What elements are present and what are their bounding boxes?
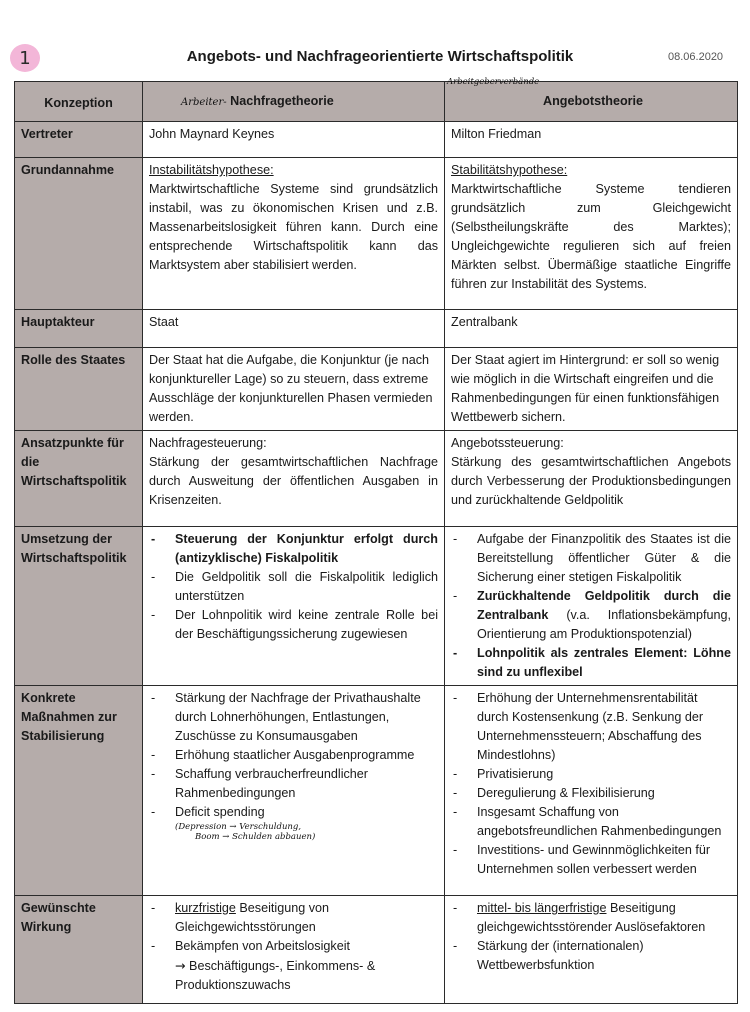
document-date: 08.06.2020 [668, 51, 724, 63]
kurzfristige-rest: Beseitigung von Gleichgewichtsstörungen [175, 901, 330, 934]
list-item [149, 899, 438, 937]
cell-wirkung-left [143, 896, 445, 1004]
row-label-vertreter: Vertreter [15, 122, 143, 158]
nachfragesteuerung-title: Nachfragesteuerung: [149, 436, 267, 450]
handwritten-note-boom: Boom → Schulden abbauen) [195, 832, 316, 842]
table-row [15, 527, 738, 686]
cell-umsetzung-left [143, 527, 445, 686]
document-title: Angebots- und Nachfrageorientierte Wirtschaftspolitik [186, 48, 574, 65]
zuwachs-text: Beschäftigungs-, Einkommens- & Produktionszuwachs [175, 959, 376, 992]
header-konzeption: Konzeption [15, 82, 143, 122]
table-row [15, 310, 738, 348]
umsetzung-left-list [149, 530, 438, 644]
comparison-table [14, 77, 738, 1004]
header-right-label: Angebotstheorie [543, 94, 644, 108]
list-item [149, 803, 438, 842]
geldpolitik-bold: Zurückhaltende Geldpolitik durch die Zentralbank [477, 589, 731, 622]
arrow-right-icon: → [175, 958, 186, 973]
list-item [451, 587, 731, 644]
list-item: - Lohnpolitik als zentrales Element: Löhne sind zu unflexibel [451, 644, 731, 682]
cell-rolle-left: Der Staat hat die Aufgabe, die Konjunktur (je nach konjunktureller Lage) so zu steuern, dass extreme Ausschläge der konjunkturellen Phasen vermieden werden. [143, 348, 445, 431]
umsetzung-right-list [451, 530, 731, 682]
header-left-label: Nachfragetheorie [230, 93, 334, 108]
list-item: - Aufgabe der Finanzpolitik des Staates ist die Bereitstellung öffentlicher Güter & die Sicherung einer stetigen Fiskalpolitik [451, 530, 731, 587]
instabilitaet-text: Marktwirtschaftliche Systeme sind grundsätzlich instabil, was zu ökonomischen Krisen und z.B. Massenarbeitslosigkeit führen kann. Durch eine entsprechende Wirtschaftspolitik kann das Marktsystem aber stabilisiert werden. [149, 182, 438, 272]
kurzfristige-underlined: kurzfristige [175, 901, 236, 915]
wirkung-left-list [149, 899, 438, 995]
cell-vertreter-right: Milton Friedman [445, 122, 738, 158]
list-item: - Steuerung der Konjunktur erfolgt durch (antizyklische) Fiskalpolitik [149, 530, 438, 568]
cell-umsetzung-right [445, 527, 738, 686]
list-item: - Investitions- und Gewinnmöglichkeiten für Unternehmen sollen verbessert werden [451, 841, 731, 879]
list-item: - Deregulierung & Flexibilisierung [451, 784, 731, 803]
table-row [15, 158, 738, 310]
list-item: - Der Lohnpolitik wird keine zentrale Rolle bei der Beschäftigungssicherung zugewiesen [149, 606, 438, 644]
cell-wirkung-right [445, 896, 738, 1004]
list-item [149, 937, 438, 995]
list-item: - Erhöhung der Unternehmensrentabilität durch Kostensenkung (z.B. Senkung der Unternehmenssteuern; Abschaffung des Mindestlohns) [451, 689, 731, 765]
list-item: - Schaffung verbraucherfreundlicher Rahmenbedingungen [149, 765, 438, 803]
cell-ansatzpunkte-left [143, 431, 445, 527]
list-item [451, 899, 731, 937]
mittelfristige-underlined: mittel- bis längerfristige [477, 901, 607, 915]
table-row [15, 348, 738, 431]
massnahmen-left-list [149, 689, 438, 842]
row-label-grundannahme: Grundannahme [15, 158, 143, 310]
cell-hauptakteur-right: Zentralbank [445, 310, 738, 348]
mittelfristige-rest: Beseitigung gleichgewichtsstörender Auslösefaktoren [477, 901, 706, 934]
cell-rolle-right: Der Staat agiert im Hintergrund: er soll so wenig wie möglich in die Wirtschaft eingreifen und die Rahmenbedingungen für einen funktionsfähigen Wettbewerb sichern. [445, 348, 738, 431]
deficit-spending-text: Deficit spending [175, 805, 265, 819]
page-number-badge: 1 [10, 44, 40, 72]
stabilitaet-title: Stabilitätshypothese: [451, 163, 568, 177]
handwritten-note-arbeitgeberverbaende: Arbeitgeberverbände [447, 77, 540, 87]
list-item: - Die Geldpolitik soll die Fiskalpolitik lediglich unterstützen [149, 568, 438, 606]
cell-grundannahme-right [445, 158, 738, 310]
row-label-hauptakteur: Hauptakteur [15, 310, 143, 348]
row-label-ansatzpunkte: Ansatzpunkte für die Wirtschaftspolitik [15, 431, 143, 527]
table-row [15, 896, 738, 1004]
row-label-rolle: Rolle des Staates [15, 348, 143, 431]
angebotssteuerung-title: Angebotssteuerung: [451, 436, 564, 450]
angebotssteuerung-text: Stärkung des gesamtwirtschaftlichen Angebots durch Verbesserung der Produktionsbedingungen und zurückhaltende Geldpolitik [451, 455, 731, 507]
list-item: - Stärkung der (internationalen) Wettbewerbsfunktion [451, 937, 731, 975]
handwritten-note-arbeiter: Arbeiter- [181, 96, 227, 108]
handwritten-note-depression: (Depression → Verschuldung, [175, 822, 302, 832]
geldpolitik-detail: (v.a. Inflationsbekämpfung, Orientierung am Produktionspotenzial) [477, 608, 732, 641]
table-row [15, 122, 738, 158]
arbeitslosigkeit-text: Bekämpfen von Arbeitslosigkeit [175, 939, 351, 953]
cell-massnahmen-right [445, 686, 738, 896]
stabilitaet-text: Marktwirtschaftliche Systeme tendieren grundsätzlich zum Gleichgewicht (Selbstheilungskräfte des Marktes); Ungleichgewichte regulieren sich auf freien Märkten selbst. Übermäßige staatliche Eingriffe führen zur Instabilität des Systems. [451, 182, 731, 291]
massnahmen-right-list [451, 689, 731, 879]
list-item: - Privatisierung [451, 765, 731, 784]
list-item: - Stärkung der Nachfrage der Privathaushalte durch Lohnerhöhungen, Entlastungen, Zuschüsse zu Konsumausgaben [149, 689, 438, 746]
instabilitaet-title: Instabilitätshypothese: [149, 163, 274, 177]
row-label-wirkung: Gewünschte Wirkung [15, 896, 143, 1004]
list-item: - Insgesamt Schaffung von angebotsfreundlichen Rahmenbedingungen [451, 803, 731, 841]
table-header-row [15, 82, 738, 122]
cell-massnahmen-left [143, 686, 445, 896]
cell-hauptakteur-left: Staat [143, 310, 445, 348]
cell-vertreter-left: John Maynard Keynes [143, 122, 445, 158]
table-row [15, 686, 738, 896]
header-angebotstheorie [445, 77, 738, 122]
cell-ansatzpunkte-right [445, 431, 738, 527]
table-row [15, 431, 738, 527]
row-label-massnahmen: Konkrete Maßnahmen zur Stabilisierung [15, 686, 143, 896]
wirkung-right-list [451, 899, 731, 975]
header-nachfragetheorie [143, 82, 445, 122]
cell-grundannahme-left [143, 158, 445, 310]
row-label-umsetzung: Umsetzung der Wirtschaftspolitik [15, 527, 143, 686]
nachfragesteuerung-text: Stärkung der gesamtwirtschaftlichen Nachfrage durch Ausweitung der öffentlichen Ausgaben in Krisenzeiten. [149, 455, 438, 507]
list-item: - Erhöhung staatlicher Ausgabenprogramme [149, 746, 438, 765]
